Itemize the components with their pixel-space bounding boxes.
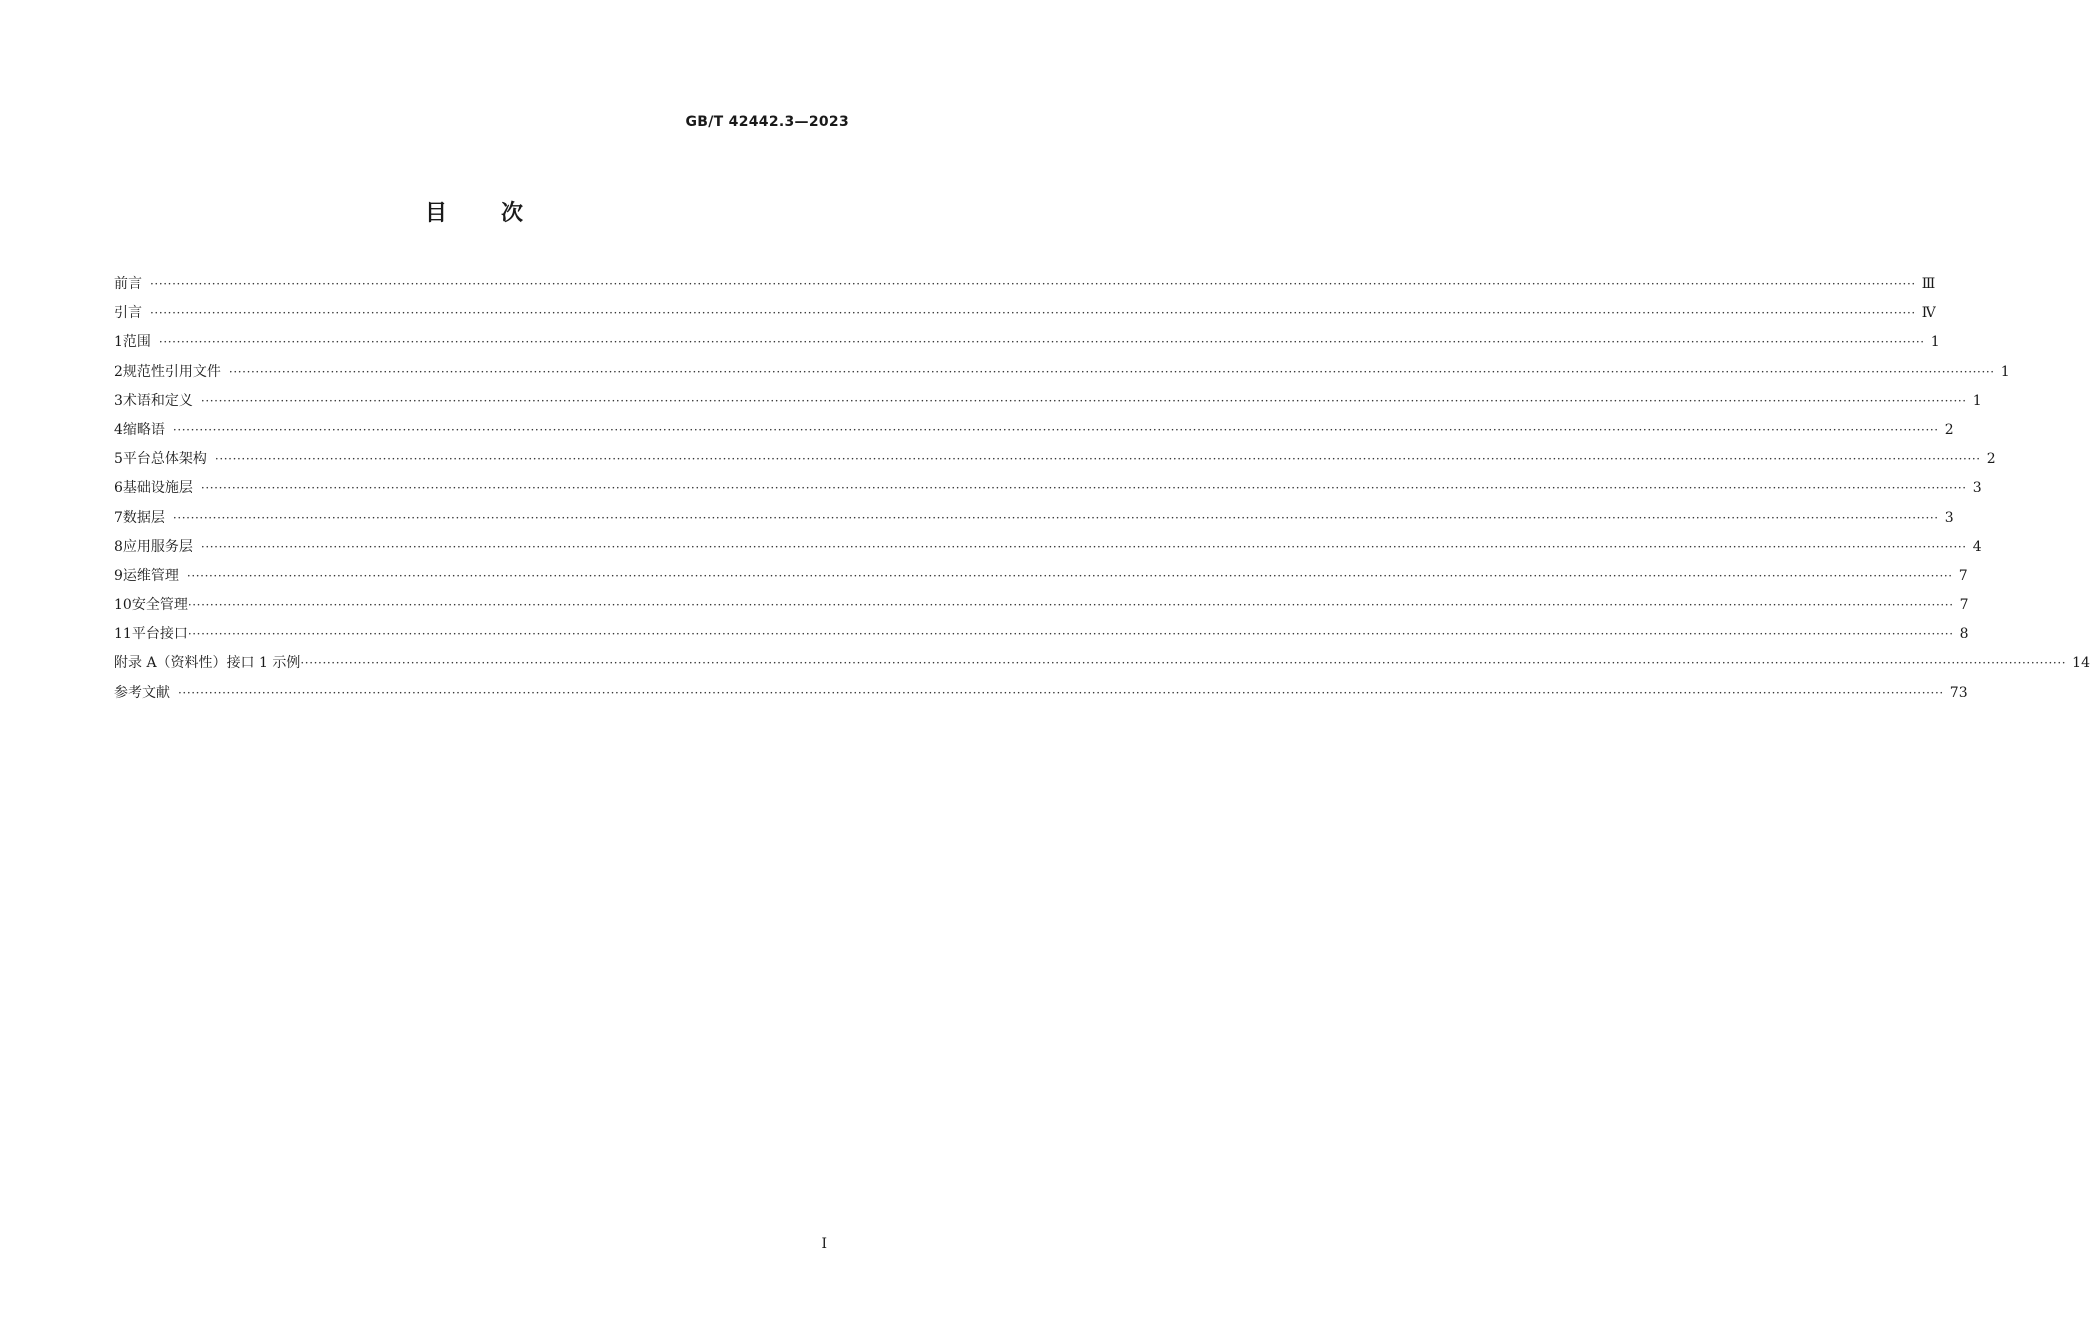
page-title-part1: 目: [424, 201, 449, 226]
toc-entry-label: 规范性引用文件: [122, 363, 221, 380]
toc-entry-page: 2: [1944, 421, 1954, 438]
toc-entry-number: 4: [114, 421, 123, 438]
page-number: Ⅰ: [821, 1236, 827, 1252]
toc-entry-label: 引言: [114, 305, 142, 322]
toc-entry-number: 10: [114, 597, 132, 614]
toc-entry-1[interactable]: [114, 328, 1940, 357]
toc-entry-label: 范围: [122, 334, 151, 351]
toc-entry-page: Ⅲ: [1921, 276, 1936, 292]
toc-leader-dots: ················································································································································································································································································································································································································: [228, 364, 1995, 379]
toc-entry-bibliography[interactable]: [114, 679, 1968, 708]
toc-leader-dots: ················································································································································································································································································································································································································: [150, 306, 1916, 321]
toc-leader-dots: ················································································································································································································································································································································································································: [200, 481, 1967, 496]
toc-entry-number: 7: [114, 509, 123, 526]
toc-entry-7[interactable]: [114, 504, 1954, 533]
toc-entry-number: 2: [114, 363, 123, 380]
toc-leader-dots: ················································································································································································································································································································································································································: [200, 393, 1967, 408]
toc-entry-label: 参考文献: [114, 684, 170, 701]
toc-entry-label: 运维管理: [122, 567, 179, 584]
toc-leader-dots: ················································································································································································································································································································································································································: [300, 656, 2067, 671]
toc-entry-8[interactable]: [114, 533, 1982, 562]
toc-entry-page: 7: [1958, 567, 1968, 584]
toc-leader-dots: ················································································································································································································································································································································································································: [187, 627, 1954, 642]
page-title-part2: 次: [501, 201, 526, 226]
toc-entry-10[interactable]: [114, 591, 1969, 620]
table-of-contents: [114, 270, 2090, 708]
toc-entry-label: 应用服务层: [122, 538, 193, 555]
toc-leader-dots: ················································································································································································································································································································································································································: [214, 452, 1981, 467]
toc-leader-dots: ················································································································································································································································································································································································································: [150, 277, 1916, 291]
toc-entry-page: 3: [1944, 509, 1954, 526]
toc-leader-dots: ················································································································································································································································································································································································································: [172, 510, 1939, 525]
toc-entry-page: 2: [1986, 451, 1996, 468]
toc-entry-label: 缩略语: [122, 421, 165, 438]
toc-entry-page: 7: [1959, 597, 1969, 614]
toc-entry-page: 4: [1972, 538, 1982, 555]
toc-entry-number: 8: [114, 538, 123, 555]
toc-entry-page: 1: [1972, 392, 1982, 409]
toc-entry-label: 附录 A（资料性）: [114, 655, 227, 672]
toc-entry-label: 平台接口: [131, 626, 188, 643]
toc-entry-label: 平台总体架构: [122, 451, 207, 468]
toc-entry-page: 73: [1949, 684, 1968, 701]
toc-entry-foreword[interactable]: [114, 270, 1936, 299]
toc-entry-label: 安全管理: [131, 597, 188, 614]
toc-entry-4[interactable]: [114, 416, 1954, 445]
toc-entry-page: 1: [1930, 334, 1940, 351]
toc-entry-page: 8: [1959, 626, 1969, 643]
toc-entry-number: 5: [114, 451, 123, 468]
toc-leader-dots: ················································································································································································································································································································································································································: [187, 598, 1954, 613]
toc-entry-page: 3: [1972, 480, 1982, 497]
toc-entry-label: 前言: [114, 276, 142, 292]
toc-entry-number: 6: [114, 480, 123, 497]
toc-entry-page: Ⅳ: [1921, 305, 1936, 322]
toc-leader-dots: ················································································································································································································································································································································································································: [186, 568, 1953, 583]
toc-leader-dots: ················································································································································································································································································································································································································: [158, 335, 1925, 350]
toc-entry-label: 数据层: [122, 509, 165, 526]
toc-leader-dots: ················································································································································································································································································································································································································: [178, 685, 1944, 700]
toc-entry-label: 基础设施层: [122, 480, 193, 497]
toc-entry-label-annex-title: 接口 1 示例: [226, 655, 301, 672]
toc-leader-dots: ················································································································································································································································································································································································································: [172, 422, 1939, 437]
toc-entry-11[interactable]: [114, 620, 1969, 649]
toc-entry-page: 1: [2000, 363, 2010, 380]
toc-entry-annex-a[interactable]: [114, 649, 2090, 678]
toc-entry-number: 3: [114, 392, 123, 409]
toc-entry-number: 11: [114, 626, 132, 643]
toc-entry-introduction[interactable]: [114, 299, 1936, 328]
toc-entry-6[interactable]: [114, 474, 1982, 503]
toc-entry-number: 9: [114, 567, 123, 584]
page-title: [0, 196, 950, 227]
toc-entry-page: 14: [2072, 655, 2090, 672]
toc-entry-5[interactable]: [114, 445, 1996, 474]
toc-entry-label: 术语和定义: [122, 392, 193, 409]
toc-entry-2[interactable]: [114, 358, 2010, 387]
toc-entry-9[interactable]: [114, 562, 1968, 591]
toc-entry-3[interactable]: [114, 387, 1982, 416]
toc-entry-number: 1: [114, 334, 123, 351]
toc-leader-dots: ················································································································································································································································································································································································································: [200, 539, 1967, 554]
standard-code: GB/T 42442.3—2023: [685, 114, 849, 130]
